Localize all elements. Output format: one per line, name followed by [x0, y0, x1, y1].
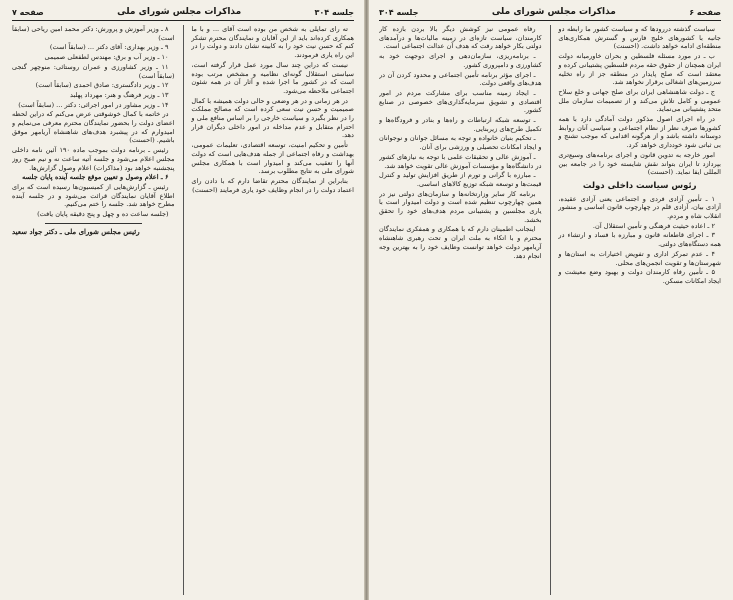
right-page-right-column [558, 25, 721, 595]
right-page [367, 0, 733, 600]
column-divider [550, 25, 551, 595]
paragraph: ـ تحکیم بنیان خانواده و توجه به مسائل جوانان و نوجوانان و ایجاد امکانات تحصیلی و ورزشی برای آنان. [378, 134, 542, 152]
section-title: رئوس سیاست داخلی دولت [582, 180, 697, 191]
cabinet-list-item: ۱۴ ـ وزیر مشاور در امور اجرائی: دکتر ... (سابقاً است) [18, 100, 169, 109]
right-page-header [379, 6, 721, 21]
left-page-session: جلسه ۳۰۴ [314, 7, 354, 17]
agenda-heading: ۶ ـ اعلام وصول و تعیین موقع جلسه آینده پایان جلسه [22, 173, 169, 182]
paragraph: برنامه کار سایر وزارتخانه‌ها و سازمان‌های دولتی نیز در همین چهارچوب تنظیم شده است و دولت امیدوار است با یاری مجلسین و پشتیبانی مردم هدف‌های خود را تحقق بخشد. [378, 189, 542, 224]
paragraph: ـ ایجاد زمینه مناسب برای مشارکت مردم در امور اقتصادی و تشویق سرمایه‌گذاری‌های خصوصی در صنایع کشور. [378, 88, 542, 115]
left-page-left-column [12, 25, 175, 595]
paragraph: در خاتمه با کمال خوشوقتی عرض می‌کنم که دراین لحظه اعضای دولت را بحضور نمایندگان محترم معرفی می‌نمایم و امیدوارم که در پیشبرد هدف‌های شاهنشاه آریامهر موفق باشیم. (احسنت) [11, 110, 175, 145]
right-page-session: جلسه ۳۰۴ [379, 7, 419, 17]
cabinet-list-item: ۱۲ ـ وزیر دادگستری: صادق احمدی (سابقاً است) [35, 81, 169, 90]
policy-item: ۵ ـ تأمین رفاه کارمندان دولت و بهبود وضع معیشت و ایجاد امکانات مسکن. [558, 268, 721, 285]
paragraph: ـ توسعه شبکه ارتباطات و راه‌ها و بنادر و فرودگاه‌ها و تکمیل طرح‌های زیربنایی. [378, 116, 542, 133]
paragraph: ته رای تمایلی به شخص من بوده است آقای ... و با ما همکاری کرده‌اند باید از این آقایان و نمایندگان محترم تشکر کنم که حسن نیت خود را به کابینه نشان دادند و دولت را در این راه یاری فرمودند. [191, 25, 354, 60]
policy-item: ۳ ـ اجرای قاطعانه قانون و مبارزه با فساد و ارتشاء در همه دستگاه‌های دولتی. [558, 231, 721, 249]
policy-item: ۱ ـ تأمین آزادی فردی و اجتماعی یعنی آزادی عقیده، آزادی بیان، آزادی قلم در چهارچوب قانون اساسی و منشور انقلاب شاه و مردم. [558, 194, 721, 221]
signature: رئیس مجلس شورای ملی ـ دکتر جواد سعید [11, 226, 140, 236]
left-page-title: مذاکرات مجلس شورای ملی [117, 7, 242, 17]
left-page-columns [12, 25, 354, 595]
cabinet-list-item: ۸ ـ وزیر آموزش و پرورش: دکتر محمد امین ریاحی (سابقاً است) [11, 25, 175, 42]
paragraph: (جلسه ساعت ده و چهل و پنج دقیقه پایان یافت) [37, 210, 169, 219]
paragraph: ج ـ دولت شاهنشاهی ایران برای صلح جهانی و خلع سلاح عمومی و کامل تلاش می‌کند و از تصمیمات سازمان ملل متحد پشتیبانی می‌نماید. [558, 87, 721, 114]
paragraph: رئیس ـ برنامه دولت بموجب ماده ۱۹۰ آئین نامه داخلی مجلس اعلام می‌شود و جلسه آتیه ساعت نه و نیم صبح روز پنجشنبه خواهد بود (مذاکرات) اعلام وصول گزارش‌ها. [11, 146, 175, 172]
divider-rule [45, 223, 143, 224]
paragraph: ـ مبارزه با گرانی و تورم از طریق افزایش تولید و کنترل قیمت‌ها و توسعه شبکه توزیع کالاهای اساسی. [378, 171, 542, 188]
paragraph: در راه اجرای اصول مذکور دولت آمادگی دارد با همه کشورها صرف نظر از نظام اجتماعی و سیاسی آنان روابط دوستانه داشته باشد و از هرگونه اقدامی که موجب تشنج و بی ثباتی شود خودداری خواهد کرد. [558, 115, 721, 150]
paragraph: بنابراین از نمایندگان محترم تقاضا دارم که با دادن رای اعتماد دولت را در انجام وظایف خود یاری فرمایند (احسنت) [191, 176, 354, 194]
left-page-right-column [191, 25, 354, 595]
right-page-columns [379, 25, 721, 595]
policy-item: ۴ ـ عدم تمرکز اداری و تفویض اختیارات به استان‌ها و شهرستان‌ها و تقویت انجمن‌های محلی. [558, 249, 721, 267]
paragraph: ـ آموزش عالی و تحقیقات علمی با توجه به نیازهای کشور در دانشگاه‌ها و مؤسسات آموزش عالی تقویت خواهد شد. [378, 152, 542, 170]
left-page [0, 0, 366, 600]
left-page-number: صفحه ۷ [12, 7, 44, 17]
paragraph: سیاست گذشته دررودها که و سیاست کشور ما رابطه دو جانبه با کشورهای خلیج فارس و گسترش همکاری‌های منطقه‌ای ادامه خواهد داشت. (احسنت) [558, 25, 721, 51]
right-page-title: مذاکرات مجلس شورای ملی [491, 7, 616, 17]
paragraph: ـ اجرای مؤثر برنامه تأمین اجتماعی و محدود کردن آن در هدف‌های واقعی دولت. [378, 70, 542, 88]
paragraph: رئیس ـ گزارش‌هایی از کمیسیون‌ها رسیده است که برای اطلاع آقایان نمایندگان قرائت می‌شود و در جلسه آینده مطرح خواهد شد. جلسه را ختم می‌کنیم. [11, 182, 175, 209]
right-page-number: صفحه ۶ [689, 7, 721, 17]
paragraph: تأمین و تحکیم امنیت، توسعه اقتصادی، تعلیمات عمومی، بهداشت و رفاه اجتماعی از جمله هدف‌هایی است که دولت آنها را تعقیب می‌کند و امیدوار است با همکاری مجلس شورای ملی به نتایج مطلوب برسد. [191, 141, 354, 176]
column-divider [183, 25, 184, 595]
paragraph: ب ـ در مورد مسئله فلسطین و بحران خاورمیانه دولت ایران همچنان از حقوق حقه مردم فلسطین پشتیبانی کرده و معتقد است که صلح پایدار در منطقه جز از راه تخلیه سرزمین‌های اشغالی برقرار نخواهد شد. [558, 52, 721, 87]
policy-item: ۲ ـ اعاده حیثیت فرهنگی و تأمین استقلال آن. [592, 221, 715, 230]
paragraph: اینجانب اطمینان دارم که با همکاری و همفکری نمایندگان محترم و با اتکاء به ملت ایران و تحت رهبری شاهنشاه آریامهر دولت خواهد توانست وظایف خود را به بهترین وجه انجام دهد. [378, 225, 542, 260]
paragraph: نیست که دراین چند سال مورد عمل قرار گرفته است، سیاستی استقلال گونه‌ای نظامیه و مشخص مرتب بوده است که در کشور ما اجرا شده و آثار آن در همه شئون اجتماعی ملاحظه می‌شود. [191, 60, 354, 95]
paragraph: امور خارجه به تدوین قانون و اجرای برنامه‌های وسیع‌تری بپردازد تا ایران بتواند نقش شایسته خود را در جامعه بین المللی ایفا نماید. (احسنت) [558, 150, 721, 177]
cabinet-list-item: ۱۰ ـ وزیر آب و برق: مهندس لطفعلی صمیمی [44, 53, 169, 62]
paragraph: در هر زمانی و در هر وضعی و حالی دولت همیشه با کمال صمیمیت و حسن نیت سعی کرده است که مصالح مملکت را در نظر بگیرد و سیاست خارجی را بر اساس منافع ملی و احترام متقابل و عدم مداخله در امور داخلی دیگران قرار دهد. [191, 96, 354, 140]
paragraph: رفاه عمومی نیز کوشش دیگر بالا بردن بازده کار کارمندان، سیاست تازه‌ای در زمینه مالیات‌ها و درآمدهای دولتی بکار خواهد رفت که هدف آن عدالت اجتماعی است. [378, 25, 542, 51]
paragraph: ـ برنامه‌ریزی، سازمان‌دهی و اجرای دوجهت خود به کشاورزی و دامپروری کشور. [378, 52, 542, 69]
left-page-header [12, 6, 354, 21]
cabinet-list-item: ۱۱ ـ وزیر کشاورزی و عمران روستائی: منوچهر گنجی (سابقاً است) [11, 62, 175, 80]
cabinet-list-item: ۱۳ ـ وزیر فرهنگ و هنر: مهرداد پهلبد [69, 90, 169, 99]
right-page-left-column [379, 25, 542, 595]
cabinet-list-item: ۹ ـ وزیر بهداری: آقای دکتر ... (سابقاً است) [49, 43, 169, 52]
